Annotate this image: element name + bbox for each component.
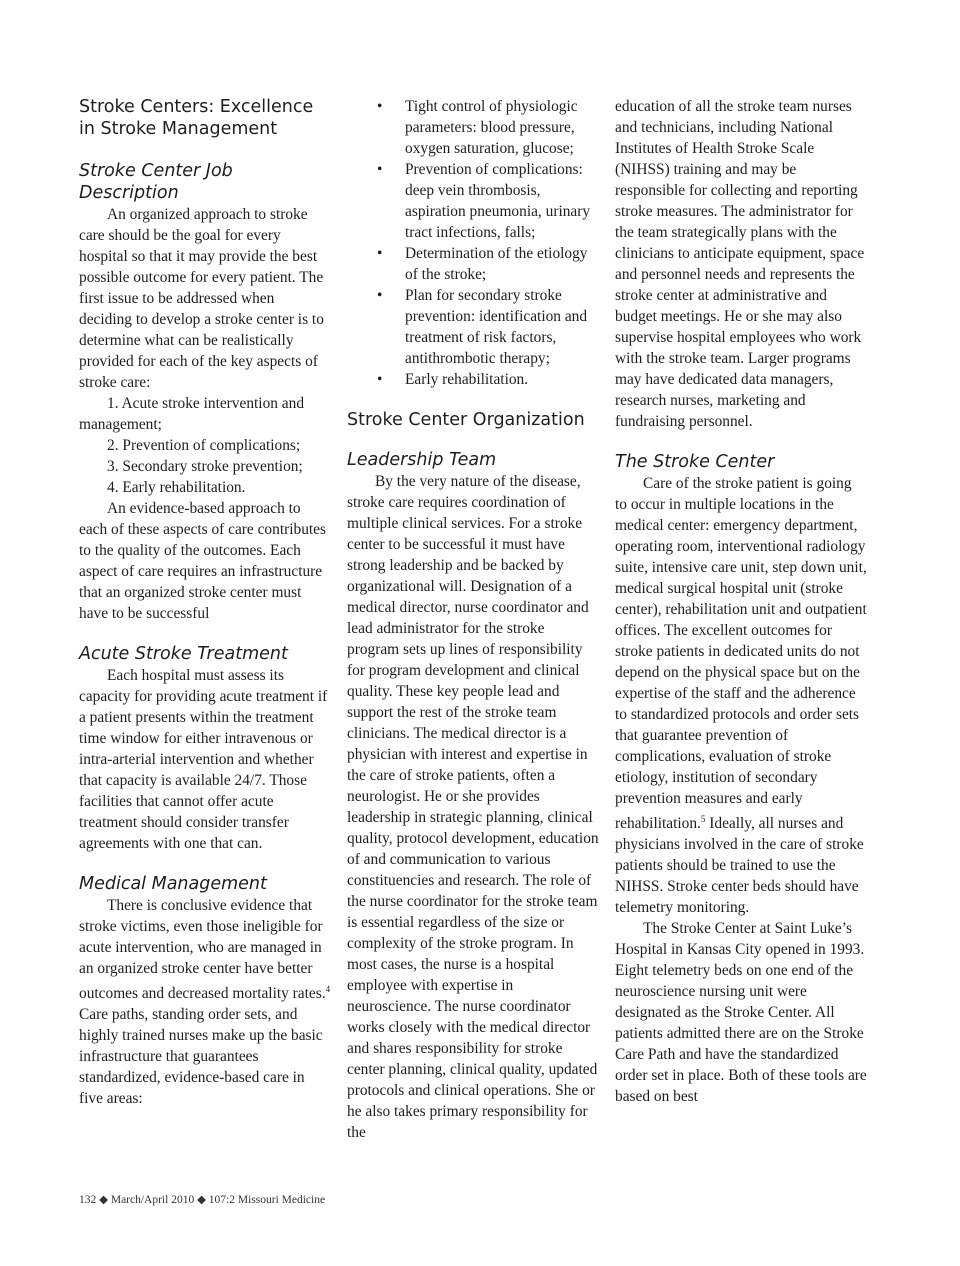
list-item: 4. Early rehabilitation. (107, 479, 246, 496)
list-item-text: Determination of the etiology of the stroke; (405, 245, 588, 283)
section-heading-stroke-center: The Stroke Center (615, 452, 775, 472)
paragraph-leadership-team: By the very nature of the disease, stroke care requires coordination of multiple clinical services. For a stroke center to be successful it must have strong leadership and be backed by organizational will. Designation of a medical director, nurse coordinator and lead administrator for the stroke program sets up lines of responsibility for program development and clinical quality. These key people lead and support the rest of the stroke team clinicians. The medical director is a physician with interest and expertise in the care of stroke patients, often a neurologist. He or she provides leadership in strategic planning, clinical quality, protocol development, education of and communication to various constituencies and research. The role of the nurse coordinator for the stroke team is essential regardless of the size or complexity of the stroke program. In most cases, the nurse is a hospital employee with expertise in neuroscience. The nurse coordinator works closely with the medical director and shares responsibility for stroke center planning, clinical quality, updated protocols and clinical operations. She or he also takes primary responsibility for the (347, 473, 599, 1141)
paragraph-text: Care paths, standing order sets, and highly trained nurses make up the basic infrastructure that guarantees standardized, evidence-based care in five areas: (79, 1006, 323, 1108)
bullet-icon: • (377, 245, 383, 262)
bullet-icon: • (377, 287, 383, 304)
list-item (347, 285, 599, 369)
list-item-text: Tight control of physiologic parameters: blood pressure, oxygen saturation, glucose; (405, 98, 578, 157)
paragraph-acute-treatment: Each hospital must assess its capacity for providing acute treatment if a patient presents within the treatment time window for either intravenous or intra-arterial intervention and whether that capacity is available 24/7. Those facilities that cannot offer acute treatment should consider transfer agreements with one that can. (79, 667, 328, 852)
column-2 (347, 96, 599, 1143)
bullet-icon: • (377, 161, 383, 178)
list-item-text: Early rehabilitation. (405, 371, 529, 388)
list-item: 1. Acute stroke intervention and management; (79, 395, 305, 433)
list-item-text: Prevention of complications: deep vein thrombosis, aspiration pneumonia, urinary tract infections, falls; (405, 161, 591, 241)
paragraph-text: Care of the stroke patient is going to occur in multiple locations in the medical center: emergency department, operating room, interventional radiology suite, intensive care unit, step down unit, medical surgical hospital unit (stroke center), rehabilitation unit and outpatient offices. The excellent outcomes for stroke patients in dedicated units do not depend on the physical space but on the expertise of the staff and the adherence to standardized protocols and order sets that guarantee prevention of complications, evaluation of stroke etiology, institution of secondary prevention measures and early rehabilitation. (615, 475, 867, 833)
section-heading-medical-management: Medical Management (79, 874, 267, 894)
section-heading-leadership-team: Leadership Team (347, 450, 497, 470)
list-item (347, 243, 599, 285)
list-item (347, 96, 599, 159)
paragraph-stroke-center (615, 473, 867, 918)
section-heading-job-description: Stroke Center Job Description (79, 161, 233, 203)
reference-superscript: 4 (325, 984, 331, 994)
section-heading-organization: Stroke Center Organization (347, 410, 585, 430)
section-heading-acute-treatment: Acute Stroke Treatment (79, 644, 288, 664)
list-item: 2. Prevention of complications; (107, 437, 301, 454)
list-item (347, 159, 599, 243)
bullet-icon: • (377, 98, 383, 115)
paragraph-evidence: An evidence-based approach to each of these aspects of care contributes to the quality of the outcomes. Each aspect of care requires an infrastructure that an organized stroke center must have to be successful (79, 500, 326, 622)
paragraph-continued: education of all the stroke team nurses and technicians, including National Institutes of Health Stroke Scale (NIHSS) training and may be responsible for collecting and reporting stroke measures. The administrator for the team strategically plans with the clinicians to anticipate equipment, space and personnel needs and represents the stroke center at administrative and budget meetings. He or she may also supervise hospital employees who work with the stroke team. Larger programs may have dedicated data managers, research nurses, marketing and fundraising personnel. (615, 98, 865, 430)
paragraph-job-description: An organized approach to stroke care should be the goal for every hospital so that it may provide the best possible outcome for every patient. The first issue to be addressed when deciding to develop a stroke center is to determine what can be realistically provided for each of the key aspects of stroke care: (79, 206, 324, 391)
bullet-icon: • (377, 371, 383, 388)
list-item (347, 369, 599, 390)
column-3 (615, 96, 867, 1107)
column-1 (79, 96, 331, 1109)
bullet-list (347, 96, 599, 390)
list-item-text: Plan for secondary stroke prevention: identification and treatment of risk factors, antithrombotic therapy; (405, 287, 588, 367)
paragraph-text: Ideally, all nurses and physicians involved in the care of stroke patients should be trained to use the NIHSS. Stroke center beds should have telemetry monitoring. (615, 815, 864, 917)
list-item: 3. Secondary stroke prevention; (107, 458, 303, 475)
article-title: Stroke Centers: Excellence in Stroke Management (79, 97, 314, 139)
paragraph-medical-management (79, 895, 331, 1109)
page-footer: 132 ◆ March/April 2010 ◆ 107:2 Missouri Medicine (79, 1194, 326, 1206)
reference-superscript: 5 (700, 814, 706, 824)
paragraph-saint-lukes: The Stroke Center at Saint Luke’s Hospital in Kansas City opened in 1993. Eight telemetry beds on one end of the neuroscience nursing unit were designated as the Stroke Center. All patients admitted there are on the Stroke Care Path and have the standardized order set in place. Both of these tools are based on best (615, 920, 867, 1106)
paragraph-text: There is conclusive evidence that stroke victims, even those ineligible for acute intervention, who are managed in an organized stroke center have better outcomes and decreased mortality rates. (79, 897, 326, 1003)
